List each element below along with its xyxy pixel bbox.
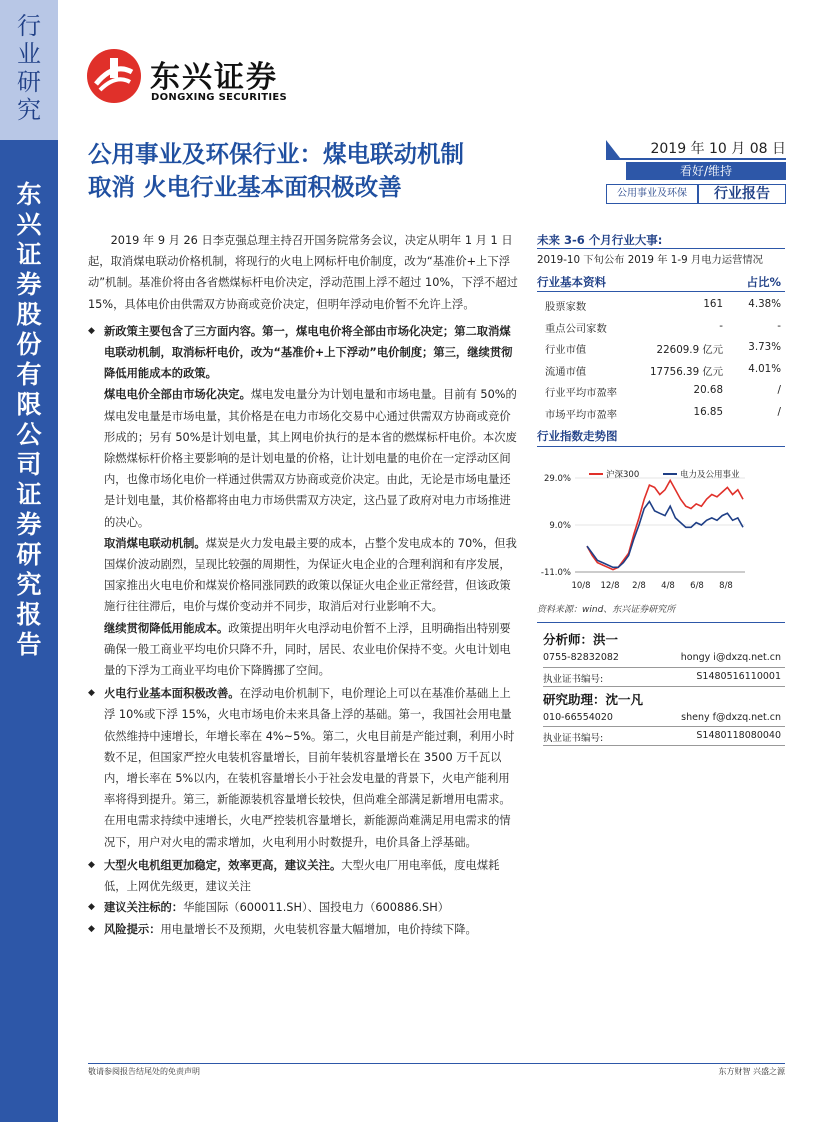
assistant-contact-row: 010-66554020 sheny f@dxzq.net.cn	[543, 709, 785, 728]
intro-paragraph: 2019 年 9 月 26 日李克强总理主持召开国务院常务会议，决定从明年 1 月 1 日起，取消煤电联动价格机制，将现行的火电上网标杆电价制度，改为“基准价+上下浮动”机制。基准价将由各省燃煤标杆电价决定，浮动范围上浮不超过 10%，下浮不超过 15%，具体电价由供需双方协商或竞价决定，但明年浮动电价暂不允许上浮。	[88, 234, 518, 311]
bullet-targets: ◆ 建议关注标的：华能国际（600011.SH）、国投电力（600886.SH）	[88, 897, 520, 918]
analyst-divider	[537, 622, 785, 623]
table-row: 市场平均市盈率 16.85 /	[545, 405, 781, 421]
x-tick-label: 4/8	[661, 581, 675, 591]
chart-grid	[575, 478, 745, 572]
x-tick-label: 12/8	[600, 581, 620, 591]
events-divider	[537, 248, 785, 249]
chart-legend	[589, 469, 740, 480]
legend-label: 沪深300	[606, 470, 640, 480]
table-row: 重点公司家数 - -	[545, 319, 781, 335]
analyst-contact-row: 0755-82832082 hongy i@dxzq.net.cn	[543, 649, 785, 668]
logo-icon	[86, 48, 142, 104]
x-tick-label: 10/8	[571, 581, 591, 591]
sidebar-main-label: 东兴证券股份有限公司证券研究报告	[16, 180, 42, 659]
bullet-fundamentals: ◆ 火电行业基本面积极改善。在浮动电价机制下，电价理论上可以在基准价基础上上浮 10%或下浮 15%，火电市场电价未来具备上浮的基础。第一，我国社会用电量依然维持中速增长，年增长率在 4%~5%。第二，火电目前是产能过剩，利用小时数不足，但国家严控火电装机容量增长，目前年装机容量增长在 3500 万千瓦以内，增长率在 5%以内，在装机容量增长小于社会发电量的背景下，火电产能利用率将得到提升。第三，新能源装机容量增长较快，但尚难全部满足新增用电需求。在用电需求持续中速增长，火电严控装机容量增长，新能源尚难满足用电需求的情况下，用户对火电的需求增加，火电利用小时数提升，电价具备上浮基础。	[88, 683, 520, 853]
report-title	[88, 138, 548, 204]
report-date: 2019 年 10 月 08 日	[650, 141, 786, 157]
x-tick-label: 8/8	[719, 581, 733, 591]
footer-slogan: 东方财智 兴盛之源	[718, 1067, 785, 1076]
analyst-cert-row: 执业证书编号: S1480516110001	[543, 668, 785, 687]
para-market: 煤电电价全部由市场化决定。煤电发电量分为计划电量和市场电量。目前有 50%的煤电发电量是市场电量，其价格是在电力市场化交易中心通过供需双方协商或竞价形成的；另有 50%是计划电量，其上网电价执行的是本省的燃煤标杆电价。本次废除燃煤标杆价格主要影响的是计划电量的价格，让计划电量的电价在一定浮动区间内，也像市场化电价一样通过供需双方协商或竞价决定。由此，无论是市场电量还是计划电量，其价格都将由电力市场供需双方决定，这凸显了政府对电力市场推进的决心。	[104, 388, 517, 529]
footer-disclaimer: 敬请参阅报告结尾处的免责声明	[88, 1067, 200, 1076]
main-body	[88, 230, 520, 940]
title-line-1: 公用事业及环保行业：煤电联动机制	[88, 140, 464, 168]
para-linkage: 取消煤电联动机制。煤炭是火力发电最主要的成本，占整个发电成本的 70%，但我国煤价波动剧烈，呈现比较强的周期性，为保证火电企业的合理利润和有序发展，国家推出火电电价和煤炭价格同涨同跌的政策以保证火电企业正常经营，但该政策施行往往滞后，电价与煤价变动并不同步，取消后对行业影响不大。	[104, 536, 517, 614]
y-tick-label: -11.0%	[540, 568, 571, 578]
report-type: 行业报告	[698, 184, 786, 204]
bullet-risk: ◆ 风险提示：用电量增长不及预期，火电装机容量大幅增加，电价持续下降。	[88, 919, 520, 940]
basic-info-title: 行业基本资料	[537, 275, 606, 289]
table-row: 流通市值 17756.39 亿元 4.01%	[545, 362, 781, 378]
bullet-large-units: ◆ 大型火电机组更加稳定，效率更高，建议关注。大型火电厂用电率低，度电煤耗低，上网优先级更，建议关注	[88, 855, 520, 897]
events-text: 2019-10 下旬公布 2019 年 1-9 月电力运营情况	[537, 254, 763, 266]
table-row: 行业平均市盈率 20.68 /	[545, 384, 781, 400]
table-row: 股票家数 161 4.38%	[545, 298, 781, 313]
date-triangle-icon	[606, 140, 620, 158]
bullet-policy: ◆ 新政策主要包含了三方面内容。第一，煤电电价将全部由市场化决定；第二取消煤电联动机制，取消标杆电价，改为“基准价+上下浮动”电价制度；第三，继续贯彻降低用能成本的政策。	[88, 321, 520, 385]
stock-table	[545, 294, 785, 424]
logo-text: 东兴证券	[150, 60, 278, 95]
rating-badge: 看好/维持	[626, 162, 786, 180]
index-chart-title: 行业指数走势图	[537, 429, 618, 443]
y-tick-label: 9.0%	[549, 521, 571, 531]
logo-subtext: DONGXING SECURITIES	[151, 92, 288, 103]
source-note: 资料来源：wind、东兴证券研究所	[537, 605, 676, 615]
para-cost: 继续贯彻降低用能成本。政策提出明年火电浮动电价暂不上浮，且明确指出特别要确保一般工商业平均电价只降不升，同时，居民、农业电价保持不变。火电计划电量的下浮为工商业平均电价下降腾挪了空间。	[104, 621, 511, 678]
basic-info-pct-title: 占比%	[746, 275, 781, 289]
events-title: 未来 3-6 个月行业大事:	[537, 233, 663, 247]
analyst-name-row: 分析师：洪一	[543, 632, 619, 647]
sidebar-main	[0, 140, 58, 1122]
sidebar-top-label: 行业研究	[17, 12, 41, 124]
footer-divider	[88, 1063, 785, 1064]
legend-label: 电力及公用事业	[680, 470, 740, 480]
header-box	[606, 138, 786, 204]
series-line	[587, 502, 743, 568]
date-divider	[606, 158, 786, 160]
analyst-block	[543, 627, 785, 746]
x-tick-label: 2/8	[632, 581, 646, 591]
industry-label: 公用事业及环保	[606, 184, 698, 204]
x-tick-label: 6/8	[690, 581, 704, 591]
assistant-cert-row: 执业证书编号: S1480118080040	[543, 727, 785, 746]
title-line-2: 取消 火电行业基本面积极改善	[88, 173, 402, 201]
index-divider	[537, 446, 785, 447]
assistant-name-row: 研究助理：沈一凡	[543, 691, 644, 707]
y-tick-label: 29.0%	[543, 474, 571, 484]
basic-info-header	[537, 272, 785, 292]
index-chart	[537, 462, 785, 592]
table-row: 行业市值 22609.9 亿元 3.73%	[545, 341, 781, 357]
sidebar-top	[0, 0, 58, 140]
